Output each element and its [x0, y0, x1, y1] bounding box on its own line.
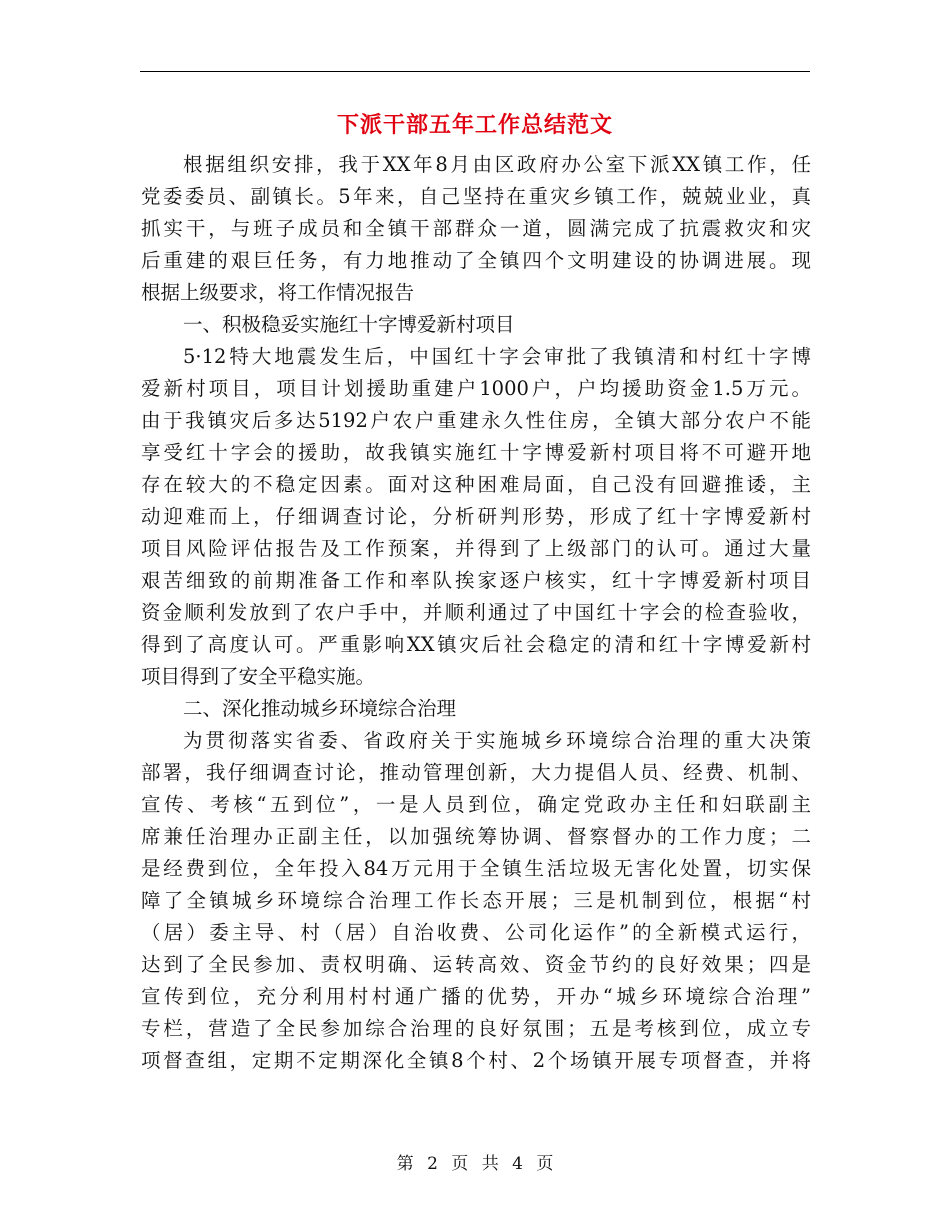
paragraph-line: 项督查组，定期不定期深化全镇8个村、2个场镇开展专项督查，并将: [141, 1049, 811, 1072]
paragraph-line: 达到了全民参加、责权明确、运转高效、资金节约的良好效果；四是: [141, 953, 811, 976]
footer-total-pages: 4: [512, 1154, 523, 1174]
section-heading: 一、积极稳妥实施红十字博爱新村项目: [183, 313, 515, 336]
document-body: [141, 149, 811, 1077]
paragraph-line: 党委委员、副镇长。5年来，自己坚持在重灾乡镇工作，兢兢业业，真: [141, 185, 811, 208]
footer-label-end: 页: [536, 1154, 554, 1174]
paragraph-line: 宣传、考核“五到位”，一是人员到位，确定党政办主任和妇联副主: [141, 793, 811, 816]
paragraph-line: 宣传到位，充分利用村村通广播的优势，开办“城乡环境综合治理”: [141, 985, 811, 1008]
paragraph-line: 抓实干，与班子成员和全镇干部群众一道，圆满完成了抗震救灾和灾: [141, 217, 811, 240]
paragraph-line: 后重建的艰巨任务，有力地推动了全镇四个文明建设的协调进展。现: [141, 249, 811, 272]
paragraph-line: 专栏，营造了全民参加综合治理的良好氛围；五是考核到位，成立专: [141, 1017, 811, 1040]
paragraph-line: 是经费到位，全年投入84万元用于全镇生活垃圾无害化处置，切实保: [141, 857, 811, 880]
paragraph-line: 存在较大的不稳定因素。面对这种困难局面，自己没有回避推诿，主: [141, 473, 811, 496]
footer-label-of: 页: [451, 1154, 469, 1174]
paragraph-line: 为贯彻落实省委、省政府关于实施城乡环境综合治理的重大决策: [183, 729, 811, 752]
footer-label-page: 第: [396, 1154, 414, 1174]
paragraph-line: 根据上级要求，将工作情况报告: [141, 281, 415, 304]
paragraph-line: 爱新村项目，项目计划援助重建户1000户，户均援助资金1.5万元。: [141, 377, 811, 400]
paragraph-line: 席兼任治理办正副主任，以加强统筹协调、督察督办的工作力度；二: [141, 825, 811, 848]
paragraph-line: 项目风险评估报告及工作预案，并得到了上级部门的认可。通过大量: [141, 537, 811, 560]
document-title: 下派干部五年工作总结范文: [336, 113, 613, 138]
paragraph-line: （居）委主导、村（居）自治收费、公司化运作”的全新模式运行，: [141, 921, 811, 944]
header-rule: [140, 71, 810, 72]
paragraph-line: 由于我镇灾后多达5192户农户重建永久性住房，全镇大部分农户不能: [141, 409, 811, 432]
section-heading: 二、深化推动城乡环境综合治理: [183, 697, 457, 720]
footer-label-total: 共: [481, 1154, 499, 1174]
paragraph-line: 根据组织安排，我于XX年8月由区政府办公室下派XX镇工作，任: [183, 153, 811, 176]
page-footer: [0, 1152, 950, 1176]
paragraph-line: 资金顺利发放到了农户手中，并顺利通过了中国红十字会的检查验收，: [141, 601, 811, 624]
paragraph-line: 障了全镇城乡环境综合治理工作长态开展；三是机制到位，根据“村: [141, 889, 811, 912]
paragraph-line: 动迎难而上，仔细调查讨论，分析研判形势，形成了红十字博爱新村: [141, 505, 811, 528]
paragraph-line: 项目得到了安全平稳实施。: [141, 665, 376, 688]
footer-current-page: 2: [427, 1154, 438, 1174]
paragraph-line: 部署，我仔细调查讨论，推动管理创新，大力提倡人员、经费、机制、: [141, 761, 811, 784]
paragraph-line: 得到了高度认可。严重影响XX镇灾后社会稳定的清和红十字博爱新村: [141, 633, 811, 656]
paragraph-line: 享受红十字会的援助，故我镇实施红十字博爱新村项目将不可避开地: [141, 441, 811, 464]
paragraph-line: 艰苦细致的前期准备工作和率队挨家逐户核实，红十字博爱新村项目: [141, 569, 811, 592]
paragraph-line: 5·12特大地震发生后，中国红十字会审批了我镇清和村红十字博: [183, 345, 811, 368]
